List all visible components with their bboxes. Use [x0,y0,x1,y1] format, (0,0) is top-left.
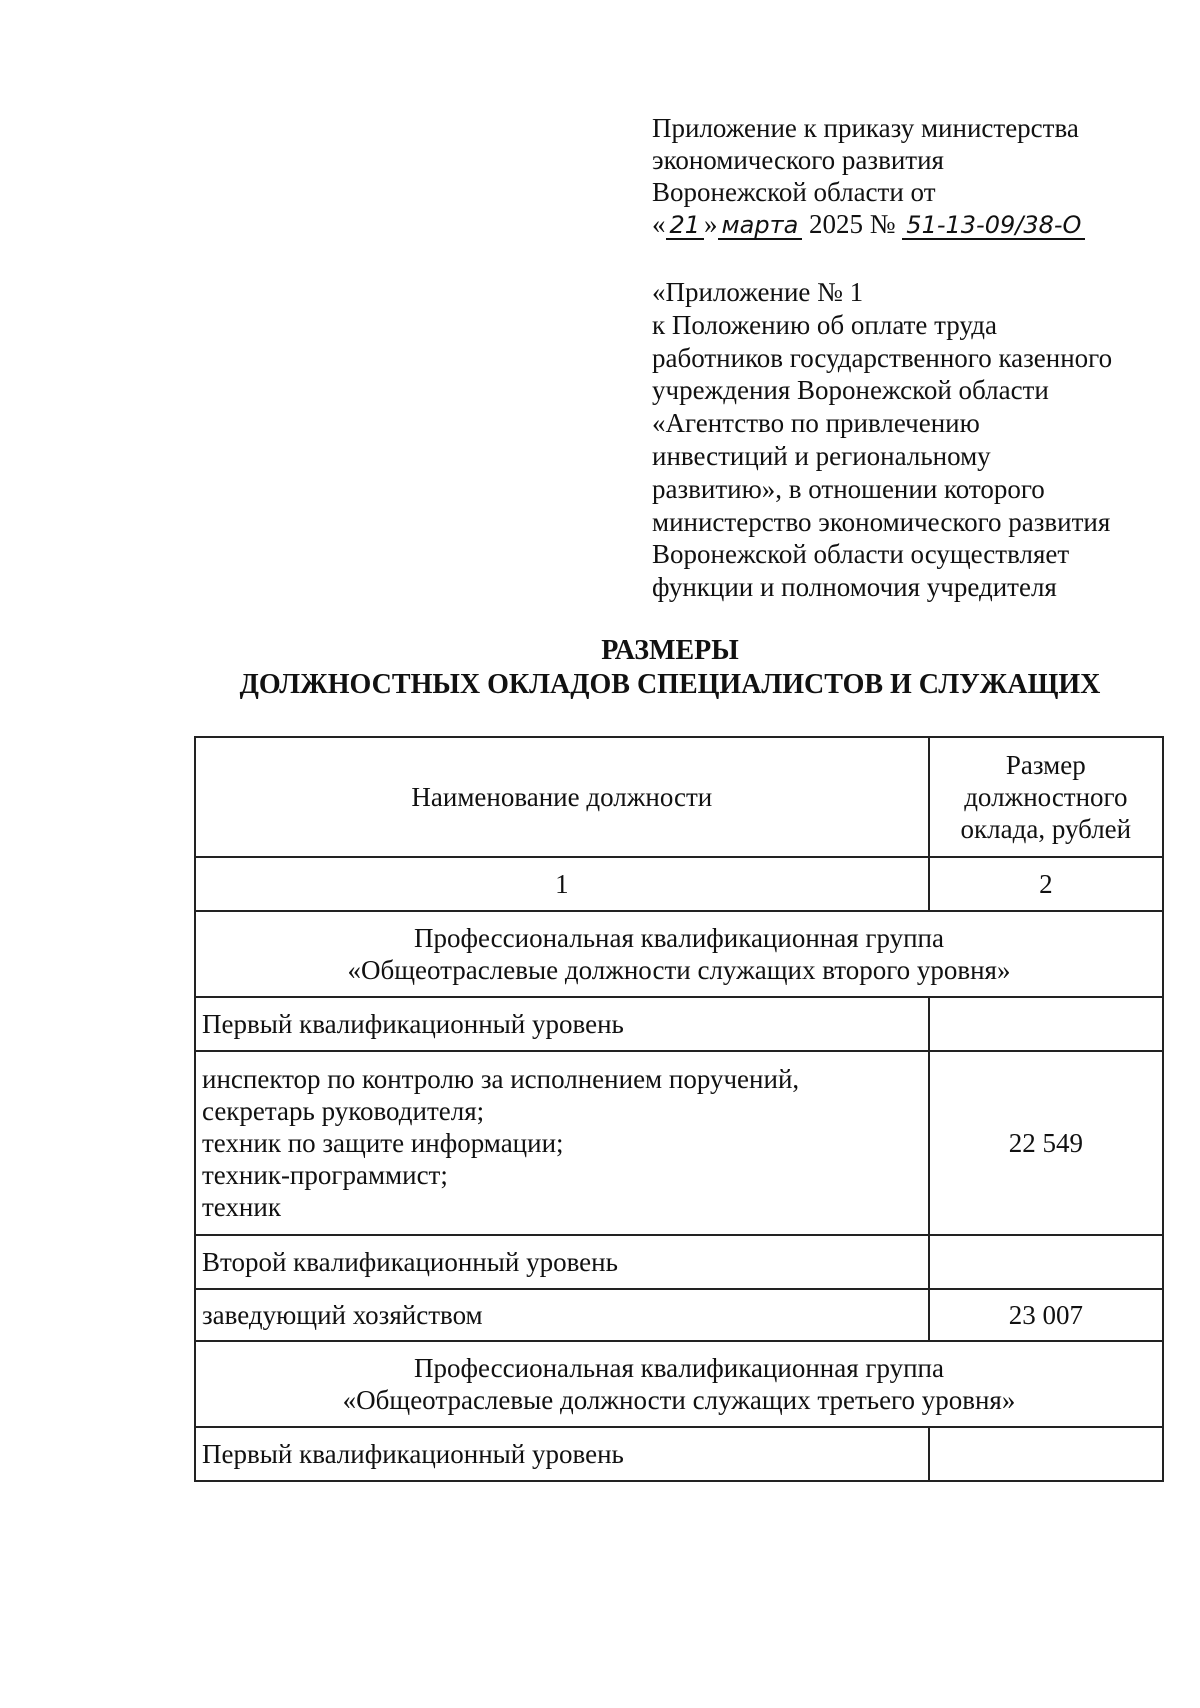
order-date-line [652,208,1172,240]
appendix-line: «Приложение № 1 [652,277,864,307]
column-number-row [195,857,1163,911]
table-row [195,997,1163,1051]
title-line-1: РАЗМЕРЫ [601,635,739,666]
table-row [195,1427,1163,1481]
group-row [195,1341,1163,1427]
header-salary-line: оклада, рублей [960,814,1132,844]
header-salary-size [929,737,1163,857]
header-salary-line: Размер [1005,750,1086,780]
header-position-name: Наименование должности [195,737,929,857]
column-number-1: 1 [195,857,929,911]
group-line: Профессиональная квалификационная группа [414,1353,944,1383]
date-open-quote: « [652,209,666,239]
position-item: заведующий хозяйством [195,1289,929,1341]
header-salary-line: должностного [964,782,1128,812]
table-row [195,1051,1163,1235]
salary-table [194,736,1164,1482]
level-label: Первый квалификационный уровень [195,1427,929,1481]
position-item: техник [202,1192,281,1222]
header-line: экономического развития [652,145,944,175]
position-item: техник по защите информации; [202,1128,564,1158]
date-day-handwritten: 21 [666,212,705,240]
qualification-group-2-level [195,911,1163,997]
level-label: Второй квалификационный уровень [195,1235,929,1289]
group-line: «Общеотраслевые должности служащих второго уровня» [347,955,1011,985]
date-year: 2025 № [809,209,896,239]
table-row [195,1289,1163,1341]
positions-list [195,1051,929,1235]
appendix-line: работников государственного казенного [652,342,1113,373]
appendix-line: функции и полномочия учредителя [652,572,1057,603]
salary-value: 22 549 [929,1051,1163,1235]
date-close-quote: » [704,209,718,239]
column-number-2: 2 [929,857,1163,911]
empty-salary-cell [929,1235,1163,1289]
table-row [195,1235,1163,1289]
appendix-line: министерство экономического развития [652,506,1111,537]
position-item: инспектор по контролю за исполнением поручений, [202,1064,800,1094]
group-row [195,911,1163,997]
appendix-line: учреждения Воронежской области [652,375,1049,406]
group-line: Профессиональная квалификационная группа [414,923,944,953]
header-line: Приложение к приказу министерства [652,113,1079,143]
appendix-line: развитию», в отношении которого [652,473,1045,504]
position-item: секретарь руководителя; [202,1096,485,1126]
empty-salary-cell [929,1427,1163,1481]
appendix-line: к Положению об оплате труда [652,309,997,340]
order-reference [652,112,1172,240]
order-number-handwritten: 51-13-09/38-О [902,212,1085,240]
header-line: Воронежской области от [652,177,936,207]
salary-value: 23 007 [929,1289,1163,1341]
appendix-reference [652,276,1172,604]
appendix-line: «Агентство по привлечению [652,408,980,439]
date-month-handwritten: марта [718,212,803,240]
position-item: техник-программист; [202,1160,448,1190]
appendix-line: Воронежской области осуществляет [652,539,1070,570]
table-header-row [195,737,1163,857]
level-label: Первый квалификационный уровень [195,997,929,1051]
qualification-group-3-level [195,1341,1163,1427]
document-title [180,634,1160,702]
empty-salary-cell [929,997,1163,1051]
group-line: «Общеотраслевые должности служащих третьего уровня» [342,1385,1016,1415]
appendix-line: инвестиций и региональному [652,440,991,471]
title-line-2: ДОЛЖНОСТНЫХ ОКЛАДОВ СПЕЦИАЛИСТОВ И СЛУЖАЩИХ [239,669,1101,700]
